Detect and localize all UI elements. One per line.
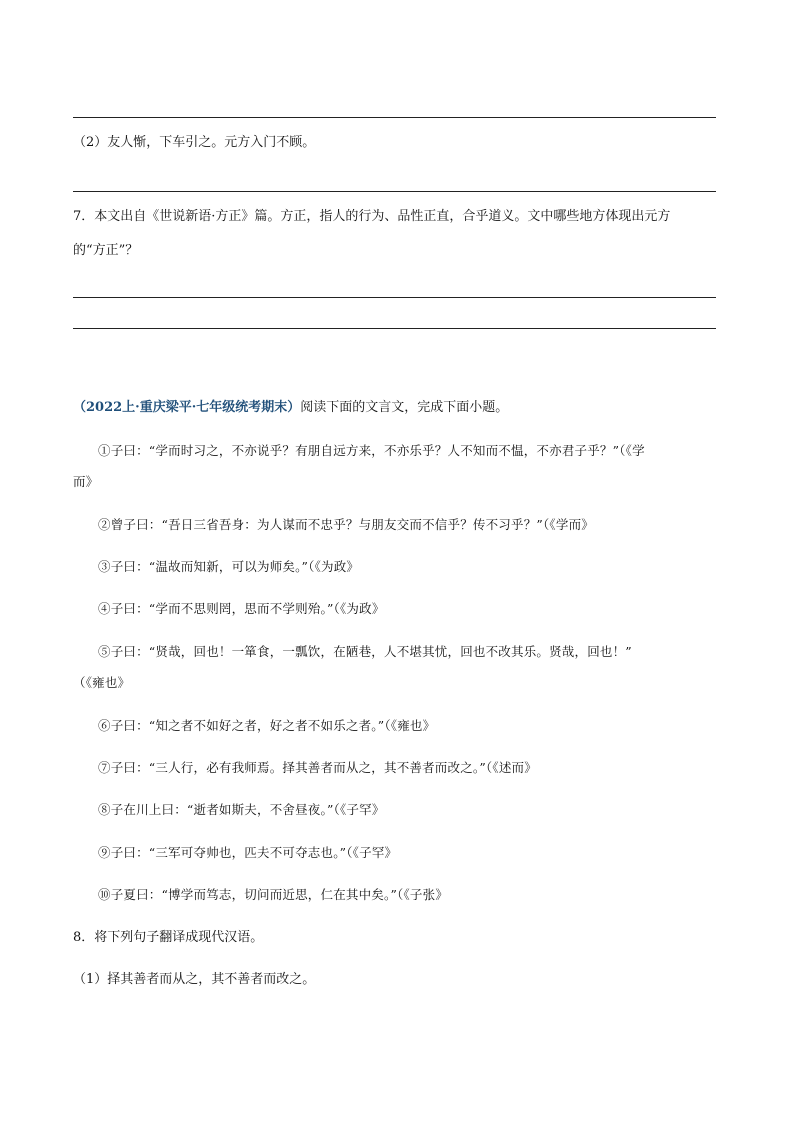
- passage-1-continued: 而》: [73, 474, 99, 489]
- section-instruction: 阅读下面的文言文，完成下面小题。: [300, 400, 509, 415]
- question-6-part-2: （2）友人惭，下车引之。元方入门不顾。: [73, 135, 316, 150]
- passage-1: ①子曰：“学而时习之，不亦说乎？有朋自远方来，不亦乐乎？人不知而不愠，不亦君子乎？”（《学: [98, 443, 645, 458]
- question-8-title: 8．将下列句子翻译成现代汉语。: [73, 930, 264, 945]
- passage-10: ⑩子夏曰：“博学而笃志，切问而近思，仁在其中矣。”（《子张》: [98, 887, 449, 902]
- passage-2: ②曾子曰：“吾日三省吾身：为人谋而不忠乎？与朋友交而不信乎？传不习乎？”（《学而》: [98, 517, 594, 532]
- passage-6: ⑥子曰：“知之者不如好之者，好之者不如乐之者。”（《雍也》: [98, 718, 436, 733]
- section-heading: [73, 398, 723, 418]
- passage-9: ⑨子曰：“三军可夺帅也，匹夫不可夺志也。”（《子罕》: [98, 845, 398, 860]
- passage-4: ④子曰：“学而不思则罔，思而不学则殆。”（《为政》: [98, 601, 385, 616]
- question-8-part-1: （1）择其善者而从之，其不善者而改之。: [73, 972, 316, 987]
- answer-line: [73, 328, 716, 329]
- passage-5: ⑤子曰：“贤哉，回也！一箪食，一瓢饮，在陋巷，人不堪其忧，回也不改其乐。贤哉，回也！”: [98, 644, 632, 659]
- passage-3: ③子曰：“温故而知新，可以为师矣。”（《为政》: [98, 559, 360, 574]
- question-7-line-2: 的“方正”？: [73, 243, 139, 258]
- passage-8: ⑧子在川上曰：“逝者如斯夫，不舍昼夜。”（《子罕》: [98, 802, 385, 817]
- question-7-line-1: 7．本文出自《世说新语·方正》篇。方正，指人的行为、品性正直，合乎道义。文中哪些地方体现出元方: [73, 209, 671, 224]
- answer-line: [73, 297, 716, 298]
- passage-7: ⑦子曰：“三人行，必有我师焉。择其善者而从之，其不善者而改之。”（《述而》: [98, 760, 537, 775]
- passage-5-continued: （《雍也》: [73, 675, 131, 690]
- answer-line: [73, 117, 716, 118]
- answer-line: [73, 191, 716, 192]
- exam-source: （2022上·重庆梁平·七年级统考期末）: [73, 400, 301, 415]
